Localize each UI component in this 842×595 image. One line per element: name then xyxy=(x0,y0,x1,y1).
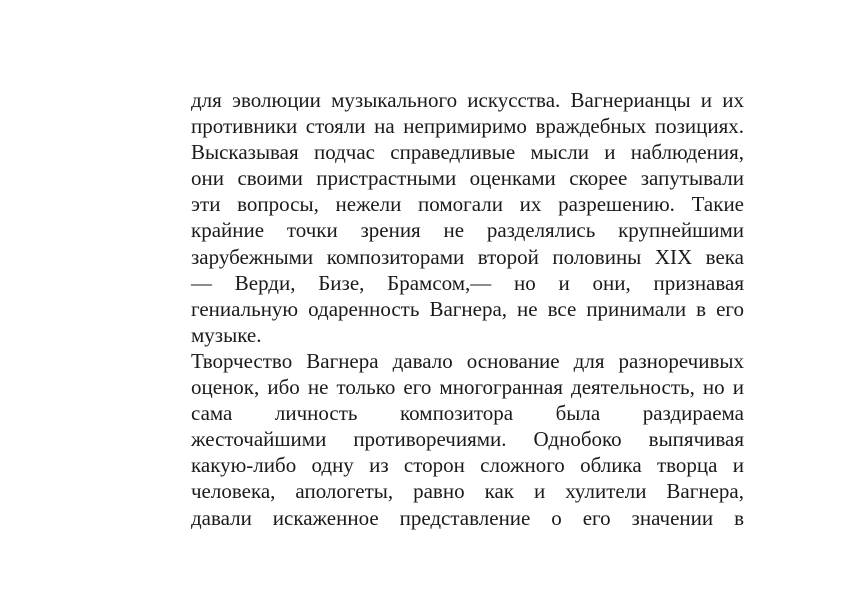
text-line: оценок, ибо не только его многогранная деятельность, но и xyxy=(191,375,744,400)
paragraph-1 xyxy=(191,87,744,348)
text-line: крайние точки зрения не разделялись крупнейшими xyxy=(191,218,744,243)
paragraph-2 xyxy=(191,348,744,531)
text-line: человека, апологеты, равно как и хулители Вагнера, xyxy=(191,479,744,504)
text-line: сама личность композитора была раздираема xyxy=(191,401,744,426)
text-line: Высказывая подчас справедливые мысли и наблюдения, xyxy=(191,140,744,165)
text-line: гениальную одаренность Вагнера, не все принимали в его xyxy=(191,296,744,321)
text-line: противники стояли на непримиримо враждебных позициях. xyxy=(191,114,744,139)
text-line: они своими пристрастными оценками скорее запутывали xyxy=(191,166,744,191)
text-line: жесточайшими противоречиями. Однобоко выпячивая xyxy=(191,427,744,452)
text-line: эти вопросы, нежели помогали их разрешению. Такие xyxy=(191,192,744,217)
text-line: Творчество Вагнера давало основание для разноречивых xyxy=(191,348,744,373)
text-line: музыке. xyxy=(191,322,262,347)
body-text xyxy=(191,87,744,531)
text-line: — Верди, Бизе, Брамсом,— но и они, признавая xyxy=(191,270,744,295)
text-line: давали искаженное представление о его значении в xyxy=(191,505,744,530)
text-line: какую-либо одну из сторон сложного облика творца и xyxy=(191,453,744,478)
text-line: для эволюции музыкального искусства. Вагнерианцы и их xyxy=(191,88,744,112)
text-line: зарубежными композиторами второй половины XIX века xyxy=(191,244,744,269)
